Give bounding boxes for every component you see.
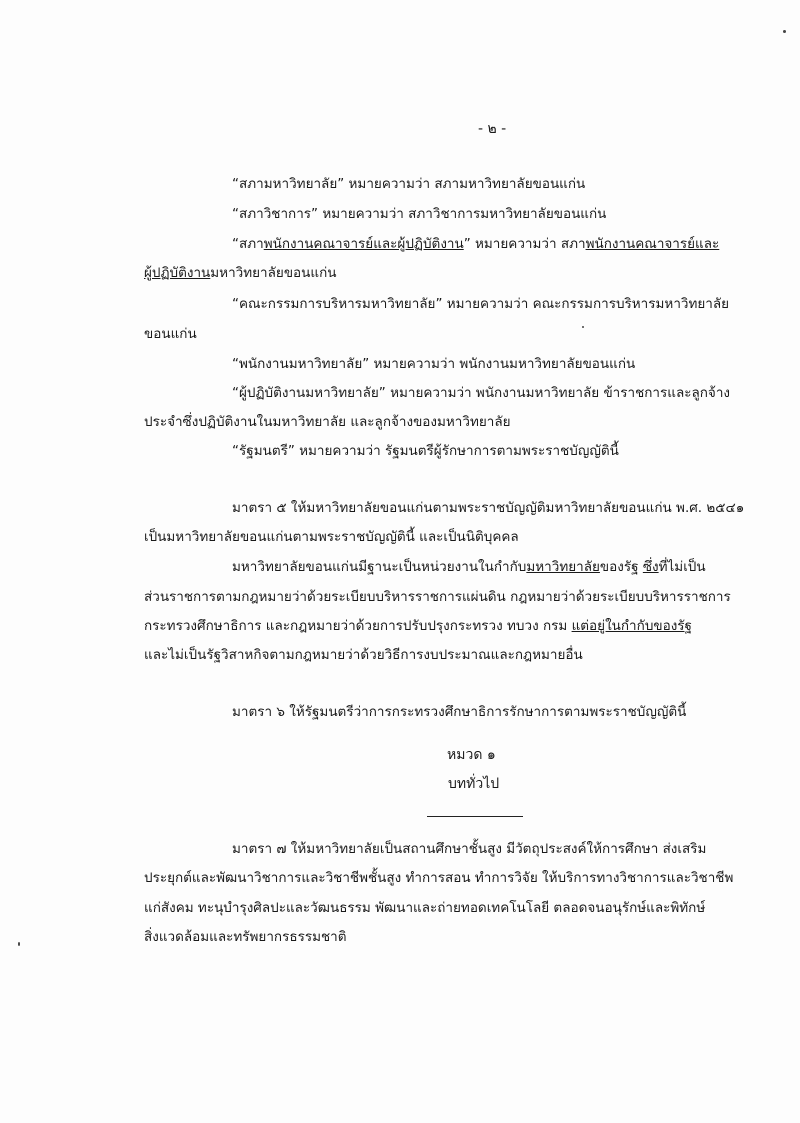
chapter-title: บททั่วไป [448, 776, 500, 792]
scan-speck [18, 942, 20, 946]
definition-line: “รัฐมนตรี” หมายความว่า รัฐมนตรีผู้รักษาการตามพระราชบัญญัตินี้ [232, 443, 619, 459]
text-fragment: ที่ไม่เป็น [658, 559, 706, 575]
definition-line: “พนักงานมหาวิทยาลัย” หมายความว่า พนักงานมหาวิทยาลัยขอนแก่น [232, 356, 636, 372]
scan-speck [582, 326, 584, 328]
definition-line: “สภามหาวิทยาลัย” หมายความว่า สภามหาวิทยาลัยขอนแก่น [232, 176, 586, 192]
section-7-line: สิ่งแวดล้อมและทรัพยากรธรรมชาติ [144, 929, 347, 945]
section-5-line: มาตรา ๕ ให้มหาวิทยาลัยขอนแก่นตามพระราชบัญญัติมหาวิทยาลัยขอนแก่น พ.ศ. ๒๕๔๑ [232, 500, 745, 516]
text-fragment: ” หมายความว่า สภา [463, 236, 586, 252]
scan-speck [783, 30, 786, 33]
text-fragment: กระทรวงศึกษาธิการ และกฎหมายว่าด้วยการปรับปรุงกระทรวง ทบวง กรม [144, 618, 572, 634]
text-fragment: พนักงานคณาจารย์และ [585, 236, 720, 252]
chapter-number: หมวด ๑ [447, 747, 496, 763]
section-5-line: ส่วนราชการตามกฎหมายว่าด้วยระเบียบบริหารราชการแผ่นดิน กฎหมายว่าด้วยระเบียบบริหารราชการ [144, 589, 731, 605]
definition-line: “ผู้ปฏิบัติงานมหาวิทยาลัย” หมายความว่า พนักงานมหาวิทยาลัย ข้าราชการและลูกจ้าง [232, 385, 731, 401]
definition-line [232, 234, 719, 254]
definition-continuation [144, 263, 336, 283]
text-fragment: หน่วยงานในกำกับ [421, 559, 527, 575]
chapter-divider [427, 816, 523, 817]
text-fragment: พนักงานคณาจารย์และผู้ปฏิบัติงาน [263, 236, 464, 252]
section-7-line: มาตรา ๗ ให้มหาวิทยาลัยเป็นสถานศึกษาชั้นสูง มีวัตถุประสงค์ให้การศึกษา ส่งเสริม [232, 841, 707, 857]
section-5-line [144, 616, 692, 636]
underlined-text: ซึ่ง [642, 559, 659, 575]
definition-continuation: ประจำซึ่งปฏิบัติงานในมหาวิทยาลัย และลูกจ้างของมหาวิทยาลัย [144, 414, 511, 430]
section-5-paragraph-2 [232, 557, 706, 577]
section-5-line: เป็นมหาวิทยาลัยขอนแก่นตามพระราชบัญญัตินี้ และเป็นนิติบุคคล [144, 529, 519, 545]
underlined-text: แต่อยู่ในกำกับของรัฐ [571, 618, 693, 634]
text-fragment: “สภา [232, 236, 264, 252]
text-fragment: มหาวิทยาลัยขอนแก่น [210, 265, 337, 281]
definition-line: “สภาวิชาการ” หมายความว่า สภาวิชาการมหาวิทยาลัยขอนแก่น [232, 206, 607, 222]
underlined-text: มหาวิทยาลัย [526, 559, 600, 575]
definition-continuation: ขอนแก่น [144, 326, 197, 342]
text-fragment: ของรัฐ [599, 559, 643, 575]
section-7-line: ประยุกต์และพัฒนาวิชาการและวิชาชีพชั้นสูง ทำการสอน ทำการวิจัย ให้บริการทางวิชาการและวิชาชีพ [144, 870, 734, 886]
section-5-line: และไม่เป็นรัฐวิสาหกิจตามกฎหมายว่าด้วยวิธีการงบประมาณและกฎหมายอื่น [144, 647, 583, 663]
underlined-text: ผู้ปฏิบัติงาน [144, 265, 211, 281]
section-6-line: มาตรา ๖ ให้รัฐมนตรีว่าการกระทรวงศึกษาธิการรักษาการตามพระราชบัญญัตินี้ [232, 704, 687, 720]
page-number: - ๒ - [478, 121, 507, 137]
text-fragment: มหาวิทยาลัยขอนแก่นมีฐานะเป็น [232, 559, 422, 575]
section-7-line: แก่สังคม ทะนุบำรุงศิลปะและวัฒนธรรม พัฒนาและถ่ายทอดเทคโนโลยี ตลอดจนอนุรักษ์และพิทักษ์ [144, 900, 706, 916]
definition-line: “คณะกรรมการบริหารมหาวิทยาลัย” หมายความว่า คณะกรรมการบริหารมหาวิทยาลัย [232, 296, 730, 312]
